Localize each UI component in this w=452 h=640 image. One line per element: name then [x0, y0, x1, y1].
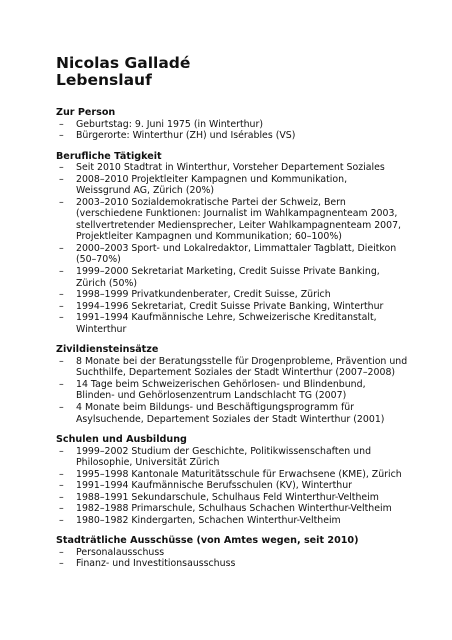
list-item-line: stellvertretender Mediensprecher, Leiter Wahlkampagnenteam 2007, — [76, 219, 402, 231]
bullet-dash-icon: – — [59, 468, 64, 480]
list-item — [56, 130, 436, 142]
list-item-line: 1991–1994 Kaufmännische Berufsschulen (KV), Winterthur — [76, 480, 353, 492]
bullet-dash-icon: – — [59, 173, 64, 185]
section-heading: Stadträtliche Ausschüsse (von Amtes wegen, seit 2010) — [56, 535, 359, 547]
list-item-line: (50–70%) — [76, 254, 121, 266]
list-item-line: 1999–2000 Sekretariat Marketing, Credit Suisse Private Banking, — [76, 266, 380, 278]
bullet-dash-icon: – — [59, 300, 64, 312]
list-item-line: 1991–1994 Kaufmännische Lehre, Schweizerische Kreditanstalt, — [76, 312, 377, 324]
list-item-line: 1988–1991 Sekundarschule, Schulhaus Feld Winterthur-Veltheim — [76, 491, 379, 503]
list-item-line: 8 Monate bei der Beratungsstelle für Drogenprobleme, Prävention und — [76, 355, 408, 367]
list-item-line: Personalausschuss — [76, 546, 165, 558]
section-list — [56, 356, 436, 425]
list-item-line: 1980–1982 Kindergarten, Schachen Winterthur-Veltheim — [76, 514, 341, 526]
list-item-line: Weissgrund AG, Zürich (20%) — [76, 185, 215, 197]
cv-section — [56, 151, 436, 336]
list-item-line: (verschiedene Funktionen: Journalist im Wahlkampagnenteam 2003, — [76, 208, 398, 220]
list-item — [56, 197, 436, 243]
section-heading: Berufliche Tätigkeit — [56, 150, 162, 162]
bullet-dash-icon: – — [59, 196, 64, 208]
bullet-dash-icon: – — [59, 312, 64, 324]
list-item-line: 2000–2003 Sport- und Lokalredaktor, Limmattaler Tagblatt, Dieitkon — [76, 242, 397, 254]
list-item-line: 1995–1998 Kantonale Maturitätsschule für Erwachsene (KME), Zürich — [76, 468, 402, 480]
list-item — [56, 119, 436, 131]
list-item — [56, 301, 436, 313]
list-item-line: 2008–2010 Projektleiter Kampagnen und Kommunikation, — [76, 173, 348, 185]
cv-sections — [56, 107, 436, 570]
bullet-dash-icon: – — [59, 378, 64, 390]
bullet-dash-icon: – — [59, 546, 64, 558]
list-item-line: Winterthur — [76, 323, 127, 335]
section-list — [56, 162, 436, 335]
list-item-line: 1998–1999 Privatkundenberater, Credit Suisse, Zürich — [76, 289, 331, 301]
list-item-line: Blinden- und Gehörlosenzentrum Landschlacht TG (2007) — [76, 390, 347, 402]
list-item — [56, 469, 436, 481]
list-item-line: Geburtstag: 9. Juni 1975 (in Winterthur) — [76, 118, 264, 130]
bullet-dash-icon: – — [59, 491, 64, 503]
list-item-line: Bürgerorte: Winterthur (ZH) und Isérables (VS) — [76, 130, 296, 142]
bullet-dash-icon: – — [59, 355, 64, 367]
list-item — [56, 492, 436, 504]
list-item-line: 4 Monate beim Bildungs- und Beschäftigungsprogramm für — [76, 401, 355, 413]
list-item — [56, 312, 436, 335]
list-item-line: Zürich (50%) — [76, 277, 138, 289]
list-item-line: Philosophie, Universität Zürich — [76, 457, 220, 469]
list-item-line: Seit 2010 Stadtrat in Winterthur, Vorsteher Departement Soziales — [76, 162, 385, 174]
list-item — [56, 547, 436, 559]
bullet-dash-icon: – — [59, 558, 64, 570]
cv-document — [56, 55, 436, 570]
list-item — [56, 503, 436, 515]
list-item — [56, 174, 436, 197]
list-item — [56, 356, 436, 379]
list-item-line: Asylsuchende, Departement Soziales der Stadt Winterthur (2001) — [76, 413, 385, 425]
bullet-dash-icon: – — [59, 289, 64, 301]
section-list — [56, 119, 436, 142]
list-item — [56, 162, 436, 174]
list-item — [56, 515, 436, 527]
section-heading: Zur Person — [56, 107, 116, 118]
list-item — [56, 266, 436, 289]
cv-section — [56, 535, 436, 570]
list-item-line: Projektleiter Kampagnen und Kommunikation; 60–100%) — [76, 231, 342, 243]
person-name: Nicolas Galladé — [56, 54, 191, 72]
section-list — [56, 446, 436, 527]
list-item-line: 1994–1996 Sekretariat, Credit Suisse Private Banking, Winterthur — [76, 300, 384, 312]
section-heading: Zivildiensteinsätze — [56, 344, 159, 356]
list-item-line: 14 Tage beim Schweizerischen Gehörlosen- und Blindenbund, — [76, 378, 366, 390]
bullet-dash-icon: – — [59, 266, 64, 278]
cv-header — [56, 55, 436, 89]
bullet-dash-icon: – — [59, 162, 64, 174]
list-item — [56, 289, 436, 301]
bullet-dash-icon: – — [59, 242, 64, 254]
list-item — [56, 243, 436, 266]
list-item-line: 1999–2002 Studium der Geschichte, Politikwissenschaften und — [76, 445, 372, 457]
bullet-dash-icon: – — [59, 401, 64, 413]
list-item — [56, 480, 436, 492]
bullet-dash-icon: – — [59, 130, 64, 142]
bullet-dash-icon: – — [59, 445, 64, 457]
cv-section — [56, 434, 436, 526]
list-item — [56, 379, 436, 402]
list-item-line: Finanz- und Investitionsausschuss — [76, 558, 236, 570]
list-item — [56, 558, 436, 570]
list-item — [56, 402, 436, 425]
bullet-dash-icon: – — [59, 503, 64, 515]
bullet-dash-icon: – — [59, 514, 64, 526]
list-item-line: 1982–1988 Primarschule, Schulhaus Schachen Winterthur-Veltheim — [76, 503, 392, 515]
list-item-line: Suchthilfe, Departement Soziales der Stadt Winterthur (2007–2008) — [76, 367, 396, 379]
list-item — [56, 446, 436, 469]
bullet-dash-icon: – — [59, 480, 64, 492]
section-heading: Schulen und Ausbildung — [56, 434, 187, 446]
cv-section — [56, 107, 436, 142]
list-item-line: 2003–2010 Sozialdemokratische Partei der Schweiz, Bern — [76, 196, 346, 208]
bullet-dash-icon: – — [59, 118, 64, 130]
document-title: Lebenslauf — [56, 71, 152, 89]
cv-section — [56, 344, 436, 425]
section-list — [56, 547, 436, 570]
